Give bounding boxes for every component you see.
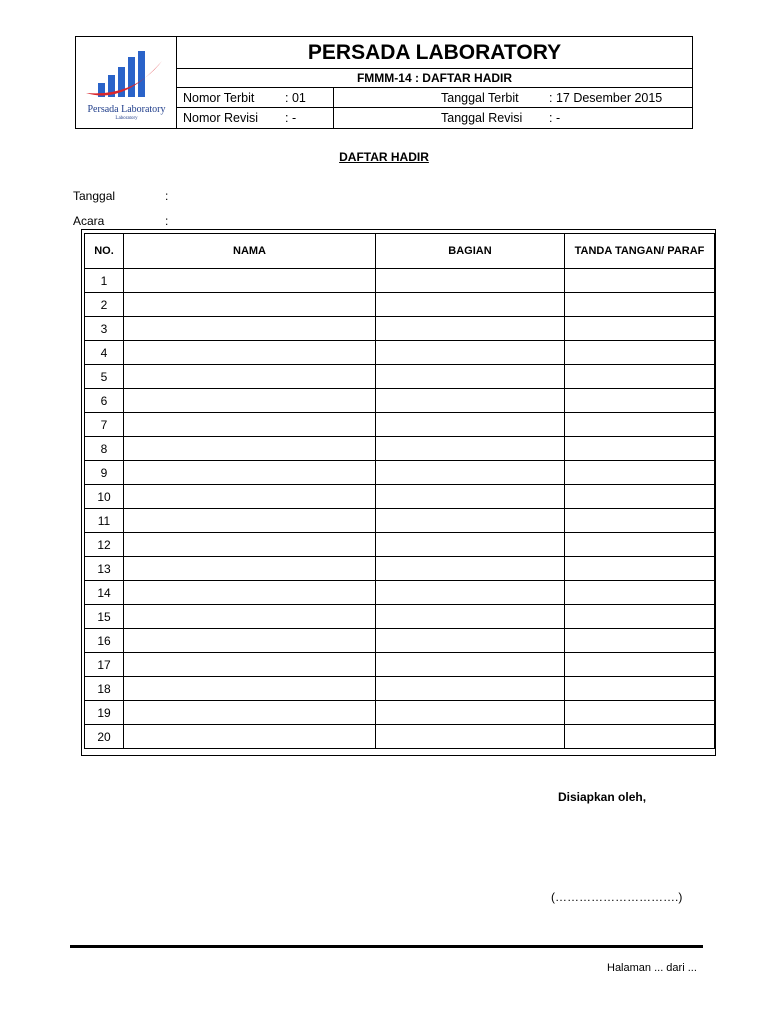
row-number-cell: 17 — [85, 653, 124, 677]
table-row — [85, 581, 715, 605]
tanda-tangan-cell[interactable] — [565, 605, 715, 629]
meta-divider — [333, 88, 334, 128]
bagian-cell[interactable] — [376, 701, 565, 725]
nama-cell[interactable] — [124, 581, 376, 605]
tanda-tangan-cell[interactable] — [565, 437, 715, 461]
nama-cell[interactable] — [124, 653, 376, 677]
row-number-cell: 13 — [85, 557, 124, 581]
nomor-terbit-value: : 01 — [285, 91, 306, 105]
nama-cell[interactable] — [124, 269, 376, 293]
table-row — [85, 413, 715, 437]
tanda-tangan-cell[interactable] — [565, 533, 715, 557]
tanda-tangan-cell[interactable] — [565, 725, 715, 749]
table-row — [85, 269, 715, 293]
page-title: PERSADA LABORATORY — [177, 37, 692, 69]
row-number-cell: 15 — [85, 605, 124, 629]
bagian-cell[interactable] — [376, 413, 565, 437]
bagian-cell[interactable] — [376, 437, 565, 461]
nama-cell[interactable] — [124, 437, 376, 461]
tanda-tangan-cell[interactable] — [565, 509, 715, 533]
footer-rule — [70, 945, 703, 948]
document-header — [75, 36, 693, 129]
tanggal-revisi-label: Tanggal Revisi — [441, 111, 523, 125]
tanda-tangan-cell[interactable] — [565, 581, 715, 605]
table-row — [85, 365, 715, 389]
tanda-tangan-cell[interactable] — [565, 629, 715, 653]
bagian-cell[interactable] — [376, 677, 565, 701]
nama-cell[interactable] — [124, 365, 376, 389]
bagian-cell[interactable] — [376, 461, 565, 485]
tanda-tangan-cell[interactable] — [565, 461, 715, 485]
table-row — [85, 437, 715, 461]
row-number-cell: 4 — [85, 341, 124, 365]
bagian-cell[interactable] — [376, 317, 565, 341]
bagian-cell[interactable] — [376, 365, 565, 389]
nomor-terbit-label: Nomor Terbit — [183, 91, 255, 105]
table-row — [85, 677, 715, 701]
row-number-cell: 14 — [85, 581, 124, 605]
table-row — [85, 725, 715, 749]
table-row — [85, 653, 715, 677]
tanda-tangan-cell[interactable] — [565, 701, 715, 725]
nama-cell[interactable] — [124, 293, 376, 317]
row-number-cell: 3 — [85, 317, 124, 341]
logo-name: Persada Laboratory — [87, 104, 166, 115]
signature-line: (………………………….) — [551, 890, 683, 904]
row-number-cell: 10 — [85, 485, 124, 509]
row-number-cell: 18 — [85, 677, 124, 701]
table-row — [85, 605, 715, 629]
nama-cell[interactable] — [124, 629, 376, 653]
table-header-row — [85, 234, 715, 269]
meta-row-terbit — [177, 88, 692, 108]
row-number-cell: 7 — [85, 413, 124, 437]
bagian-cell[interactable] — [376, 389, 565, 413]
nama-cell[interactable] — [124, 725, 376, 749]
nama-cell[interactable] — [124, 677, 376, 701]
tanda-tangan-cell[interactable] — [565, 653, 715, 677]
column-header-tanda-tangan: TANDA TANGAN/ PARAF — [565, 234, 715, 269]
bagian-cell[interactable] — [376, 605, 565, 629]
bagian-cell[interactable] — [376, 485, 565, 509]
attendance-table — [84, 233, 715, 749]
bagian-cell[interactable] — [376, 509, 565, 533]
row-number-cell: 6 — [85, 389, 124, 413]
tanggal-colon: : — [165, 189, 169, 203]
nama-cell[interactable] — [124, 317, 376, 341]
column-header-no: NO. — [85, 234, 124, 269]
tanggal-terbit-value: : 17 Desember 2015 — [549, 91, 663, 105]
prepared-by-label: Disiapkan oleh, — [558, 790, 647, 804]
logo-bar-chart-icon — [84, 47, 169, 105]
nomor-revisi-value: : - — [285, 111, 297, 125]
nama-cell[interactable] — [124, 341, 376, 365]
tanda-tangan-cell[interactable] — [565, 389, 715, 413]
tanda-tangan-cell[interactable] — [565, 485, 715, 509]
tanda-tangan-cell[interactable] — [565, 293, 715, 317]
bagian-cell[interactable] — [376, 341, 565, 365]
nama-cell[interactable] — [124, 461, 376, 485]
tanda-tangan-cell[interactable] — [565, 317, 715, 341]
nama-cell[interactable] — [124, 605, 376, 629]
table-row — [85, 701, 715, 725]
table-row — [85, 341, 715, 365]
nama-cell[interactable] — [124, 533, 376, 557]
row-number-cell: 11 — [85, 509, 124, 533]
row-number-cell: 8 — [85, 437, 124, 461]
logo-subtitle: Laboratory — [115, 116, 138, 121]
tanda-tangan-cell[interactable] — [565, 413, 715, 437]
nama-cell[interactable] — [124, 389, 376, 413]
tanggal-label: Tanggal — [73, 189, 116, 203]
tanggal-revisi-value: : - — [549, 111, 561, 125]
table-row — [85, 557, 715, 581]
tanda-tangan-cell[interactable] — [565, 365, 715, 389]
document-heading: DAFTAR HADIR — [339, 150, 429, 164]
table-row — [85, 533, 715, 557]
bagian-cell[interactable] — [376, 533, 565, 557]
nama-cell[interactable] — [124, 701, 376, 725]
row-number-cell: 19 — [85, 701, 124, 725]
table-row — [85, 317, 715, 341]
tanggal-terbit-label: Tanggal Terbit — [441, 91, 519, 105]
acara-colon: : — [165, 214, 169, 228]
bagian-cell[interactable] — [376, 725, 565, 749]
nomor-revisi-label: Nomor Revisi — [183, 111, 259, 125]
row-number-cell: 1 — [85, 269, 124, 293]
tanda-tangan-cell[interactable] — [565, 557, 715, 581]
bagian-cell[interactable] — [376, 653, 565, 677]
table-row — [85, 629, 715, 653]
acara-label: Acara — [73, 214, 105, 228]
page-number: Halaman ... dari ... — [607, 962, 697, 974]
table-row — [85, 485, 715, 509]
tanda-tangan-cell[interactable] — [565, 269, 715, 293]
bagian-cell[interactable] — [376, 629, 565, 653]
row-number-cell: 20 — [85, 725, 124, 749]
table-row — [85, 293, 715, 317]
nama-cell[interactable] — [124, 509, 376, 533]
nama-cell[interactable] — [124, 485, 376, 509]
column-header-bagian: BAGIAN — [376, 234, 565, 269]
bagian-cell[interactable] — [376, 557, 565, 581]
bagian-cell[interactable] — [376, 581, 565, 605]
column-header-nama: NAMA — [124, 234, 376, 269]
tanda-tangan-cell[interactable] — [565, 341, 715, 365]
tanda-tangan-cell[interactable] — [565, 677, 715, 701]
logo — [76, 37, 177, 128]
table-row — [85, 389, 715, 413]
bagian-cell[interactable] — [376, 293, 565, 317]
nama-cell[interactable] — [124, 413, 376, 437]
row-number-cell: 5 — [85, 365, 124, 389]
row-number-cell: 9 — [85, 461, 124, 485]
row-number-cell: 12 — [85, 533, 124, 557]
row-number-cell: 2 — [85, 293, 124, 317]
table-row — [85, 509, 715, 533]
table-row — [85, 461, 715, 485]
bagian-cell[interactable] — [376, 269, 565, 293]
row-number-cell: 16 — [85, 629, 124, 653]
meta-row-revisi — [177, 108, 692, 128]
nama-cell[interactable] — [124, 557, 376, 581]
form-code: FMMM-14 : DAFTAR HADIR — [177, 69, 692, 88]
